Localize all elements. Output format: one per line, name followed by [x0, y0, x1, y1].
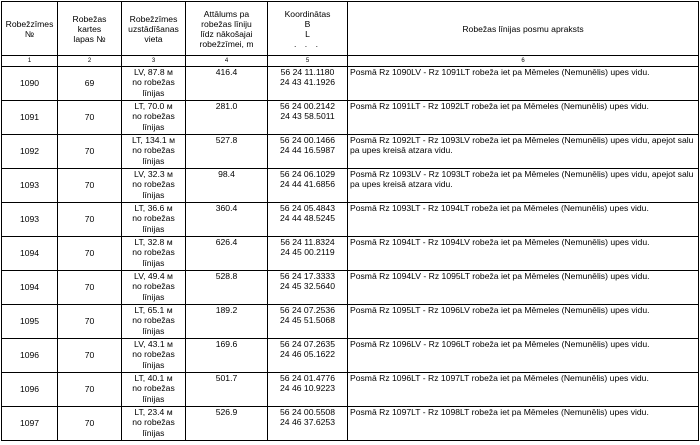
mark-number-cell: 1094 [2, 237, 58, 271]
distance-cell: 169.6 [186, 339, 268, 373]
placement-side-distance: LV, 49.4 м [134, 271, 173, 281]
sheet-number-cell: 70 [58, 339, 122, 373]
coordinates-cell [268, 67, 348, 101]
placement-side-distance: LV, 87.8 м [134, 67, 173, 77]
coordinates-cell [268, 169, 348, 203]
placement-cell [122, 101, 186, 135]
placement-side-distance: LV, 43.1 м [134, 339, 173, 349]
column-number: 5 [268, 56, 348, 67]
placement-side-distance: LT, 65.1 м [134, 305, 173, 315]
coordinate-l: 24 44 16.5987 [280, 145, 335, 156]
placement-cell [122, 373, 186, 407]
distance-cell: 527.8 [186, 135, 268, 169]
header-sheet-no: Robežas kartes lapas № [58, 2, 122, 56]
placement-note: no robežas [132, 315, 175, 326]
coordinate-b: 56 24 06.1029 [280, 169, 335, 179]
table-body [2, 67, 699, 441]
description-cell: Posmā Rz 1092LT - Rz 1093LV robeža iet pa Mēmeles (Nemunēlis) upes vidu, apejot salu pa upes kreisā atzara vidu. [348, 135, 699, 169]
header-coordinates: Koordinātas B L . . . [268, 2, 348, 56]
column-number: 2 [58, 56, 122, 67]
sheet-number-cell: 70 [58, 373, 122, 407]
distance-cell: 528.8 [186, 271, 268, 305]
coordinates-cell [268, 101, 348, 135]
coordinates-cell [268, 135, 348, 169]
description-cell: Posmā Rz 1094LT - Rz 1094LV robeža iet pa Mēmeles (Nemunēlis) upes vidu. [348, 237, 699, 271]
coordinate-b: 56 24 00.5508 [280, 407, 335, 417]
mark-number-cell: 1090 [2, 67, 58, 101]
distance-cell: 526.9 [186, 407, 268, 441]
placement-note: līnijas [142, 291, 165, 302]
placement-note: no robežas [132, 179, 175, 190]
sheet-number-cell: 70 [58, 305, 122, 339]
placement-note: līnijas [142, 393, 165, 404]
placement-note: līnijas [142, 87, 165, 98]
table-row [2, 169, 699, 203]
distance-cell: 281.0 [186, 101, 268, 135]
placement-side-distance: LV, 32.3 м [134, 169, 173, 179]
placement-note: līnijas [142, 223, 165, 234]
description-cell: Posmā Rz 1096LV - Rz 1096LT robeža iet pa Mēmeles (Nemunēlis) upes vidu. [348, 339, 699, 373]
coordinate-l: 24 44 48.5245 [280, 213, 335, 224]
table-row [2, 135, 699, 169]
sheet-number-cell: 70 [58, 237, 122, 271]
placement-side-distance: LT, 40.1 м [134, 373, 173, 383]
placement-side-distance: LT, 32.8 м [134, 237, 173, 247]
header-distance: Attālums pa robežas līniju līdz nākošajai robežzīmei, m [186, 2, 268, 56]
distance-cell: 98.4 [186, 169, 268, 203]
placement-note: no robežas [132, 383, 175, 394]
coordinate-b: 56 24 07.2536 [280, 305, 335, 315]
placement-cell [122, 339, 186, 373]
placement-note: no robežas [132, 281, 175, 292]
table-row [2, 271, 699, 305]
table-row [2, 67, 699, 101]
placement-cell [122, 67, 186, 101]
placement-note: līnijas [142, 427, 165, 438]
coordinate-l: 24 45 32.5640 [280, 281, 335, 292]
column-number: 4 [186, 56, 268, 67]
placement-cell [122, 135, 186, 169]
mark-number-cell: 1096 [2, 339, 58, 373]
coordinate-b: 56 24 00.2142 [280, 101, 335, 111]
sheet-number-cell: 70 [58, 135, 122, 169]
coordinate-b: 56 24 11.8324 [280, 237, 335, 247]
coordinate-l: 24 43 41.1926 [280, 77, 335, 88]
coordinate-b: 56 24 17.3333 [280, 271, 335, 281]
boundary-marks-table [1, 1, 699, 441]
coordinates-cell [268, 237, 348, 271]
mark-number-cell: 1097 [2, 407, 58, 441]
mark-number-cell: 1096 [2, 373, 58, 407]
placement-note: līnijas [142, 257, 165, 268]
placement-note: no robežas [132, 145, 175, 156]
coordinate-l: 24 46 05.1622 [280, 349, 335, 360]
header-row [2, 2, 699, 56]
placement-note: no robežas [132, 213, 175, 224]
placement-cell [122, 271, 186, 305]
coordinate-b: 56 24 11.1180 [280, 67, 335, 77]
description-cell: Posmā Rz 1093LV - Rz 1093LT robeža iet pa Mēmeles (Nemunēlis) upes vidu, apejot salu pa upes kreisā atzara vidu. [348, 169, 699, 203]
sheet-number-cell: 70 [58, 203, 122, 237]
sheet-number-cell: 70 [58, 169, 122, 203]
description-cell: Posmā Rz 1094LV - Rz 1095LT robeža iet pa Mēmeles (Nemunēlis) upes vidu. [348, 271, 699, 305]
coordinates-cell [268, 373, 348, 407]
column-number: 3 [122, 56, 186, 67]
distance-cell: 626.4 [186, 237, 268, 271]
mark-number-cell: 1092 [2, 135, 58, 169]
placement-cell [122, 407, 186, 441]
coordinate-b: 56 24 07.2635 [280, 339, 335, 349]
description-cell: Posmā Rz 1090LV - Rz 1091LT robeža iet pa Mēmeles (Nemunēlis) upes vidu. [348, 67, 699, 101]
distance-cell: 416.4 [186, 67, 268, 101]
table-row [2, 203, 699, 237]
description-cell: Posmā Rz 1096LT - Rz 1097LT robeža iet pa Mēmeles (Nemunēlis) upes vidu. [348, 373, 699, 407]
placement-note: līnijas [142, 325, 165, 336]
coordinates-cell [268, 271, 348, 305]
placement-side-distance: LT, 134.1 м [131, 135, 175, 145]
column-number-row [2, 56, 699, 67]
coordinate-l: 24 45 51.5068 [280, 315, 335, 326]
coordinates-cell [268, 203, 348, 237]
mark-number-cell: 1095 [2, 305, 58, 339]
table-row [2, 101, 699, 135]
description-cell: Posmā Rz 1091LT - Rz 1092LT robeža iet pa Mēmeles (Nemunēlis) upes vidu. [348, 101, 699, 135]
column-number: 1 [2, 56, 58, 67]
sheet-number-cell: 70 [58, 407, 122, 441]
mark-number-cell: 1093 [2, 203, 58, 237]
coordinate-l: 24 44 41.6856 [280, 179, 335, 190]
table-row [2, 407, 699, 441]
coordinates-cell [268, 305, 348, 339]
table-row [2, 237, 699, 271]
description-cell: Posmā Rz 1095LT - Rz 1096LV robeža iet pa Mēmeles (Nemunēlis) upes vidu. [348, 305, 699, 339]
placement-side-distance: LT, 23.4 м [134, 407, 173, 417]
placement-note: no robežas [132, 77, 175, 88]
sheet-number-cell: 70 [58, 101, 122, 135]
placement-note: no robežas [132, 417, 175, 428]
sheet-number-cell: 69 [58, 67, 122, 101]
mark-number-cell: 1093 [2, 169, 58, 203]
distance-cell: 360.4 [186, 203, 268, 237]
coordinates-cell [268, 407, 348, 441]
mark-number-cell: 1094 [2, 271, 58, 305]
placement-note: no robežas [132, 111, 175, 122]
placement-cell [122, 169, 186, 203]
sheet-number-cell: 70 [58, 271, 122, 305]
placement-note: līnijas [142, 359, 165, 370]
coordinates-cell [268, 339, 348, 373]
placement-cell [122, 305, 186, 339]
column-number: 6 [348, 56, 699, 67]
coordinate-b: 56 24 01.4776 [280, 373, 335, 383]
distance-cell: 189.2 [186, 305, 268, 339]
description-cell: Posmā Rz 1097LT - Rz 1098LT robeža iet pa Mēmeles (Nemunēlis) upes vidu. [348, 407, 699, 441]
placement-note: līnijas [142, 189, 165, 200]
placement-side-distance: LT, 36.6 м [134, 203, 173, 213]
description-cell: Posmā Rz 1093LT - Rz 1094LT robeža iet pa Mēmeles (Nemunēlis) upes vidu. [348, 203, 699, 237]
coordinate-l: 24 46 37.6253 [280, 417, 335, 428]
placement-note: no robežas [132, 349, 175, 360]
placement-cell [122, 203, 186, 237]
coordinate-b: 56 24 00.1466 [280, 135, 335, 145]
distance-cell: 501.7 [186, 373, 268, 407]
mark-number-cell: 1091 [2, 101, 58, 135]
header-description: Robežas līnijas posmu apraksts [348, 2, 699, 56]
table-row [2, 373, 699, 407]
coordinate-l: 24 45 00.2119 [280, 247, 335, 258]
coordinate-b: 56 24 05.4843 [280, 203, 335, 213]
placement-note: līnijas [142, 155, 165, 166]
table-row [2, 305, 699, 339]
coordinate-l: 24 46 10.9223 [280, 383, 335, 394]
placement-note: līnijas [142, 121, 165, 132]
table-row [2, 339, 699, 373]
coordinate-l: 24 43 58.5011 [280, 111, 335, 122]
placement-cell [122, 237, 186, 271]
header-placement: Robežzīmes uzstādīšanas vieta [122, 2, 186, 56]
header-mark-no: Robežzīmes № [2, 2, 58, 56]
placement-note: no robežas [132, 247, 175, 258]
placement-side-distance: LT, 70.0 м [134, 101, 173, 111]
